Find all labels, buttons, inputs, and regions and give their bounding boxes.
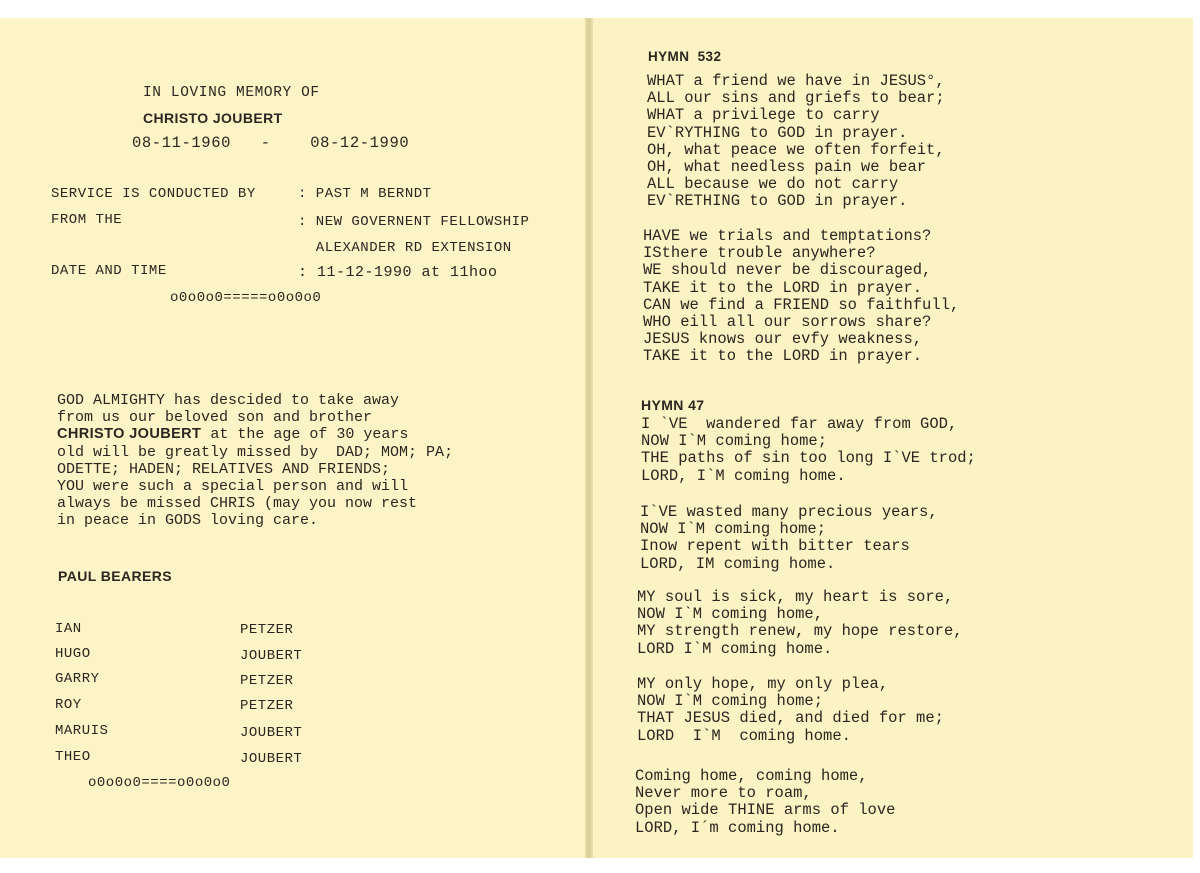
hymn-line: Never more to roam, <box>635 784 812 803</box>
hymn-line: THAT JESUS died, and died for me; <box>637 709 944 728</box>
service-label-conducted: SERVICE IS CONDUCTED BY <box>51 186 256 202</box>
bearer-first-name: IAN <box>55 621 82 637</box>
hymn-line: LORD, I´m coming home. <box>635 818 840 837</box>
hymn-47-verse-2 <box>640 504 938 573</box>
hymn-line: Coming home, coming home, <box>635 767 868 785</box>
tribute-line-6: YOU were such a special person and will <box>57 478 409 495</box>
hymn-line: HAVE we trials and temptations? <box>643 227 932 245</box>
hymn-line: NOW I`M coming home; <box>640 520 827 539</box>
hymn-line: EV`RETHING to GOD in prayer. <box>647 192 908 211</box>
hymn-line: WHAT a privilege to carry <box>647 106 880 125</box>
hymn-line: Open wide THINE arms of love <box>635 801 896 820</box>
tribute-name: CHRISTO JOUBERT <box>57 426 202 442</box>
bearer-last-name: PETZER <box>240 622 294 638</box>
hymn-line: WHAT a friend we have in JESUS°, <box>647 72 945 90</box>
tribute-line-8: in peace in GODS loving care. <box>57 512 319 529</box>
hymn-line: ALL because we do not carry <box>647 175 899 194</box>
hymn-line: NOW I`M coming home; <box>637 692 824 711</box>
memorial-heading: IN LOVING MEMORY OF <box>143 85 320 101</box>
bearer-first-name: MARUIS <box>55 723 109 739</box>
deceased-name: CHRISTO JOUBERT <box>143 110 283 126</box>
bearer-last-name: PETZER <box>240 698 294 714</box>
hymn-line: Inow repent with bitter tears <box>640 537 910 556</box>
hymn-line: MY soul is sick, my heart is sore, <box>637 588 954 606</box>
hymn-532-verse-1 <box>647 73 945 211</box>
hymn-line: MY strength renew, my hope restore, <box>637 622 963 641</box>
hymn-line: OH, what needless pain we bear <box>647 158 927 177</box>
hymn-47-verse-1 <box>641 416 976 485</box>
bearer-first-name: THEO <box>55 749 91 765</box>
hymn-line: ALL our sins and griefs to bear; <box>647 89 945 108</box>
hymn-line: TAKE it to the LORD in prayer. <box>643 347 923 366</box>
service-label-from: FROM THE <box>51 212 123 228</box>
bearer-first-name: HUGO <box>55 646 91 662</box>
hymn-line: OH, what peace we often forfeit, <box>647 140 945 159</box>
hymn-line: EV`RYTHING to GOD in prayer. <box>647 123 908 142</box>
hymn-line: LORD I`M coming home. <box>637 726 851 745</box>
hymn-line: WE should never be discouraged, <box>643 261 932 280</box>
hymn-47-verse-4 <box>637 676 944 745</box>
bearer-last-name: JOUBERT <box>240 751 303 767</box>
bearers-separator: o0o0o0====o0o0o0 <box>88 775 231 791</box>
hymn-line: LORD I`M coming home. <box>637 639 833 658</box>
hymn-532-title: HYMN 532 <box>648 49 722 64</box>
bearers-title: PAUL BEARERS <box>58 568 172 584</box>
hymn-line: THE paths of sin too long I`VE trod; <box>641 449 976 468</box>
service-value-datetime: : 11-12-1990 at 11hoo <box>298 264 498 281</box>
hymn-47-verse-3 <box>637 589 963 658</box>
hymn-532-verse-2 <box>643 228 959 366</box>
hymn-line: LORD, I`M coming home. <box>641 466 846 485</box>
tribute-line-1: GOD ALMIGHTY has descided to take away <box>57 392 400 409</box>
tribute-age: at the age of 30 years <box>201 426 409 443</box>
tribute-line-7: always be missed CHRIS (may you now rest <box>57 495 418 512</box>
service-value-from: : NEW GOVERNENT FELLOWSHIP <box>298 214 530 230</box>
tribute-line-3 <box>57 426 408 443</box>
hymn-line: WHO eill all our sorrows share? <box>643 313 932 332</box>
tribute-line-5: ODETTE; HADEN; RELATIVES AND FRIENDS; <box>57 461 391 478</box>
hymn-47-title: HYMN 47 <box>641 397 705 413</box>
tribute-line-2: from us our beloved son and brother <box>57 409 373 426</box>
hymn-line: CAN we find a FRIEND so faithfull, <box>643 295 960 314</box>
hymn-47-chorus <box>635 768 895 837</box>
hymn-line: ISthere trouble anywhere? <box>643 244 876 263</box>
service-separator: o0o0o0=====o0o0o0 <box>170 290 322 306</box>
service-label-datetime: DATE AND TIME <box>51 263 167 279</box>
bearer-first-name: ROY <box>55 697 82 713</box>
hymn-line: LORD, IM coming home. <box>640 554 836 573</box>
service-value-address: ALEXANDER RD EXTENSION <box>298 240 512 256</box>
hymn-line: MY only hope, my only plea, <box>637 675 889 693</box>
life-dates: 08-11-1960 - 08-12-1990 <box>132 134 410 152</box>
bearer-last-name: PETZER <box>240 673 294 689</box>
page-fold <box>585 18 593 858</box>
hymn-line: JESUS knows our evfy weakness, <box>643 330 923 349</box>
hymn-line: NOW I`M coming home, <box>637 605 824 624</box>
hymn-line: TAKE it to the LORD in prayer. <box>643 278 923 297</box>
tribute-line-4: old will be greatly missed by DAD; MOM; PA; <box>57 444 454 461</box>
bearer-last-name: JOUBERT <box>240 725 303 741</box>
hymn-line: NOW I`M coming home; <box>641 432 828 451</box>
bearer-last-name: JOUBERT <box>240 648 303 664</box>
hymn-line: I `VE wandered far away from GOD, <box>641 415 958 433</box>
service-value-conducted: : PAST M BERNDT <box>298 186 432 202</box>
hymn-line: I`VE wasted many precious years, <box>640 503 938 521</box>
bearer-first-name: GARRY <box>55 671 100 687</box>
